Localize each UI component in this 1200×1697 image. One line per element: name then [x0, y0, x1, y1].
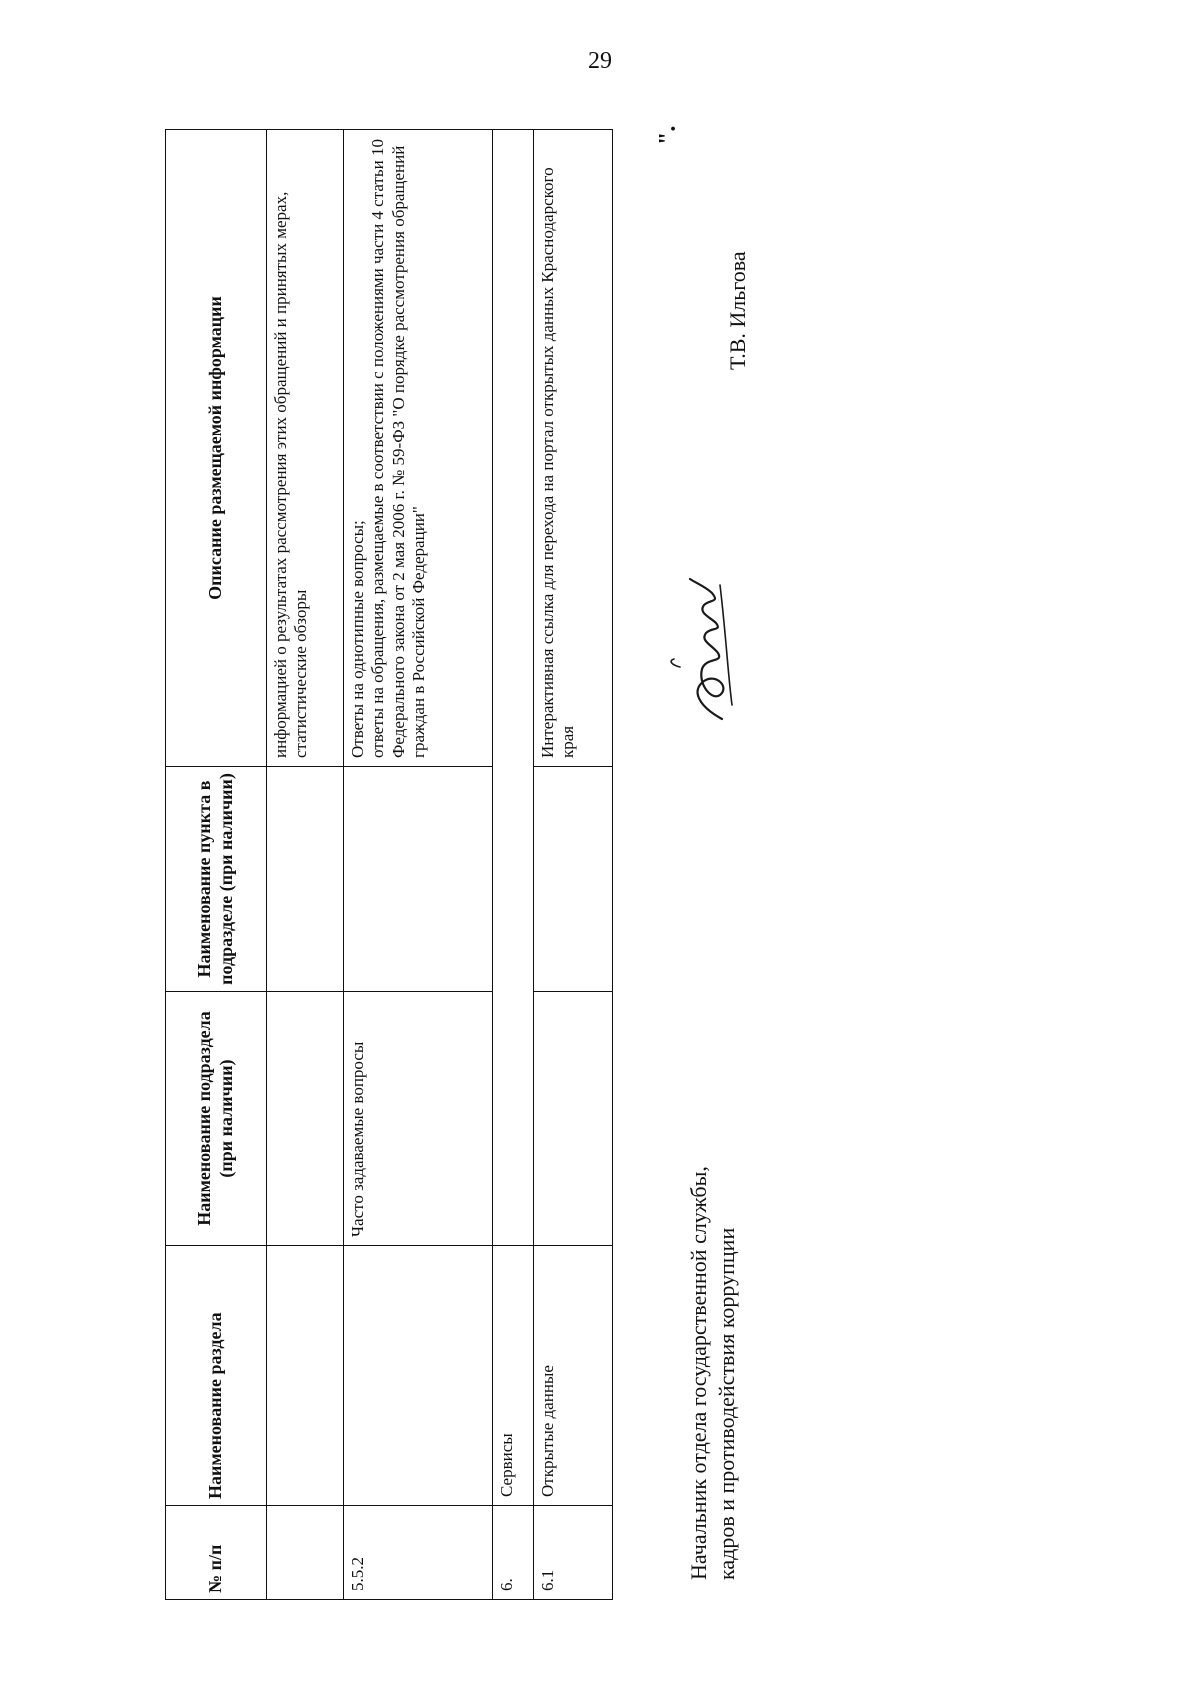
- cell-item: [344, 767, 493, 992]
- cell-item: [267, 767, 344, 992]
- cell-subsection: [267, 992, 344, 1246]
- signatory-name: Т.В. Ильгова: [725, 251, 750, 370]
- header-description: Описание размещаемой информации: [166, 130, 267, 767]
- cell-section: [267, 1246, 344, 1506]
- signatory-title: [685, 1166, 740, 1580]
- table-row: [534, 130, 613, 1600]
- cell-section: Открытые данные: [534, 1246, 613, 1506]
- cell-description: [344, 130, 493, 767]
- signatory-title-line: Начальник отдела государственной службы,: [686, 1166, 711, 1580]
- header-section: Наименование раздела: [166, 1246, 267, 1506]
- cell-subsection: [534, 992, 613, 1246]
- header-number: № п/п: [166, 1506, 267, 1600]
- header-item: Наименование пункта в подразделе (при наличии): [166, 767, 267, 992]
- table-header-row: [166, 130, 267, 1600]
- description-line: Ответы на однотипные вопросы;: [348, 520, 367, 758]
- table-row: [493, 130, 534, 1600]
- cell-item: [534, 767, 613, 992]
- signatory-title-line: кадров и противодействия коррупции: [713, 1227, 739, 1580]
- rotated-content: [165, 125, 765, 1600]
- cell-description: информацией о результатах рассмотрения этих обращений и принятых мерах, статистические обзоры: [267, 130, 344, 767]
- table-row: [267, 130, 344, 1600]
- cell-description: Интерактивная ссылка для перехода на портал открытых данных Краснодарского края: [534, 130, 613, 767]
- cell-empty-merged: [493, 130, 534, 1246]
- info-table: [165, 129, 613, 1600]
- cell-number: 6.1: [534, 1506, 613, 1600]
- cell-number: 6.: [493, 1506, 534, 1600]
- cell-section: [344, 1246, 493, 1506]
- cell-number: [267, 1506, 344, 1600]
- table-row: [344, 130, 493, 1600]
- cell-subsection: Часто задаваемые вопросы: [344, 992, 493, 1246]
- handwritten-signature: [660, 575, 750, 725]
- page-number: 29: [588, 48, 612, 74]
- cell-number: 5.5.2: [344, 1506, 493, 1600]
- description-line: ответы на обращения, размещаемые в соответствии с положениями части 4 статьи 10 Федерального закона от 2 мая 2006 г. № 59-ФЗ "О порядке рассмотрения обращений граждан в Российской Федерации": [368, 139, 429, 758]
- cell-section: Сервисы: [493, 1246, 534, 1506]
- closing-quote: ".: [655, 125, 681, 145]
- header-subsection: Наименование подраздела (при наличии): [166, 992, 267, 1246]
